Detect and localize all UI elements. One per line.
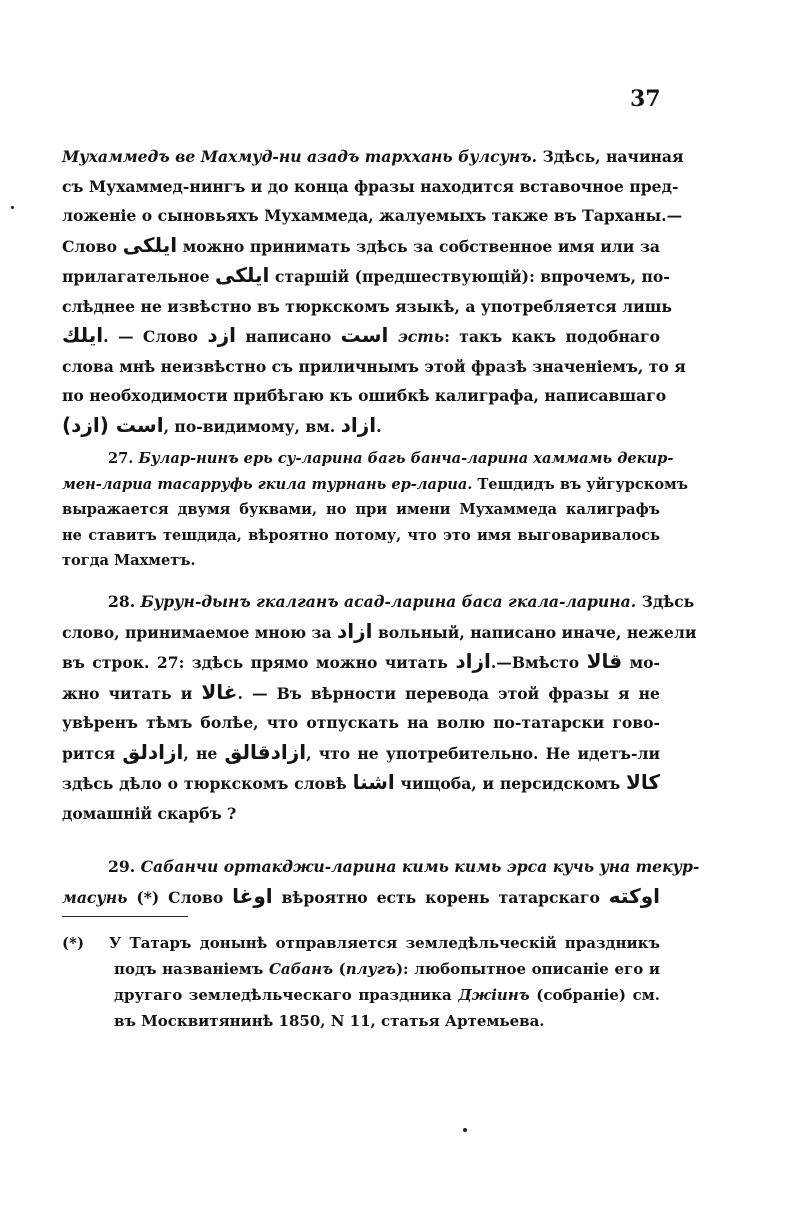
arabic-word: ایلکی <box>214 263 270 287</box>
text-line: мен-лариа тасарруфь гкила турнань ер-лариа. Тешдидъ въ уйгурскомъ <box>62 475 688 493</box>
arabic-word: ازاد <box>337 618 373 643</box>
arabic-word: غالا <box>201 679 238 704</box>
text-line: подъ названіемъ Сабанъ (плугъ): любопытное описаніе его и <box>114 960 660 978</box>
text-line: Мухаммедъ ве Махмуд-ни азадъ тарххань булсунъ. Здѣсь, начиная <box>62 147 684 166</box>
text-line: тогда Махметъ. <box>62 552 196 569</box>
text-line: другаго земледѣльческаго праздника Джіинъ (собраніе) см. <box>114 986 660 1004</box>
text-line: масунь (*) Слово اوغا вѣроятно есть корень татарскаго اوكته <box>62 883 660 908</box>
text-line: здѣсь дѣло о тюркскомъ словѣ اشنا чищоба, и персидскомъ کالا <box>62 770 661 794</box>
paragraph-28 <box>62 587 697 828</box>
arabic-word: ازد <box>207 323 236 347</box>
text-line: въ Москвитянинѣ 1850, N 11, статья Артемьева. <box>114 1012 545 1030</box>
paragraph-29 <box>62 852 700 912</box>
arabic-word: اشنا <box>352 770 395 794</box>
arabic-word: است <box>340 323 389 347</box>
text-line: است (ازد), по-видимому, вм. ازاد. <box>62 412 382 437</box>
text-line: съ Мухаммед-нингъ и до конца фразы находится вставочное пред- <box>62 176 679 196</box>
arabic-word: اوغا <box>232 883 273 908</box>
text-line: въ строк. 27: здѣсь прямо можно читать ازاد.—Вмѣсто قالا мо- <box>62 649 660 673</box>
text-line: (*) У Татаръ донынѣ отправляется земледѣльческій праздникъ <box>62 934 660 952</box>
text-line: не ставитъ тешдида, вѣроятно потому, что это имя выговаривалось <box>62 526 660 544</box>
arabic-word: ایلکی <box>122 232 178 257</box>
arabic-word: ازاد <box>340 412 377 437</box>
text-line: ложеніе о сыновьяхъ Мухаммеда, жалуемыхъ также въ Тарханы.— <box>62 206 683 225</box>
transliteration: Мухаммедъ ве Махмуд-ни азадъ тарххань булсунъ. <box>62 147 538 166</box>
paragraph-27 <box>62 446 688 574</box>
footnote-mark: (*) <box>62 934 85 952</box>
arabic-word: قالا <box>586 649 623 673</box>
text-line: 27. Булар-нинъ ерь су-ларина багь банча-ларина хаммамь декир- <box>108 450 674 467</box>
text-line: слово, принимаемое мною за ازاد вольный, написано иначе, нежели <box>62 618 697 643</box>
text-line: домашній скарбъ ? <box>62 803 237 823</box>
text-line: по необходимости прибѣгаю къ ошибкѣ калиграфа, написавшаго <box>62 386 667 405</box>
arabic-word: ازادلق <box>122 739 184 764</box>
arabic-word: کالا <box>625 770 661 794</box>
arabic-word: ایلك <box>62 323 104 347</box>
text-line: рится ازادلق, не ازادقالق, что не употребительно. Не идетъ-ли <box>62 739 661 764</box>
arabic-word: است (ازد) <box>62 412 164 437</box>
text-line: ایلك. — Слово ازد написано است эсть: такъ какъ подобнаго <box>62 323 660 347</box>
text-line: Слово ایلکی можно принимать здѣсь за собственное имя или за <box>62 232 661 257</box>
text-line: увѣренъ тѣмъ болѣе, что отпускать на волю по-татарски гово- <box>62 713 660 732</box>
arabic-word: ازاد <box>455 649 491 673</box>
page-number: 37 <box>630 86 661 112</box>
speck <box>463 1128 467 1132</box>
text-line: слѣднее не извѣстно въ тюркскомъ языкѣ, а употребляется лишь <box>62 296 672 316</box>
arabic-word: ازادقالق <box>224 739 307 764</box>
arabic-word: اوكته <box>608 883 660 908</box>
footnote-separator <box>62 916 188 917</box>
text-line: выражается двумя буквами, но при имени Мухаммеда калиграфъ <box>62 501 660 518</box>
text-line: прилагательное ایلکی старшій (предшествующій): впрочемъ, по- <box>62 263 670 287</box>
footnote <box>62 930 660 1034</box>
text-line: 28. Бурун-дынъ гкалганъ асад-ларина баса гкала-ларина. Здѣсь <box>108 592 695 611</box>
text-line: жно читать и غالا. — Въ вѣрности перевода этой фразы я не <box>62 679 660 704</box>
paragraph-26-continued <box>62 142 686 441</box>
text-line: слова мнѣ неизвѣстно съ приличнымъ этой фразѣ значеніемъ, то я <box>62 356 686 376</box>
speck <box>11 206 14 209</box>
text-line: 29. Сабанчи ортакджи-ларина кимь кимь эрса кучь уна текур- <box>108 857 700 876</box>
